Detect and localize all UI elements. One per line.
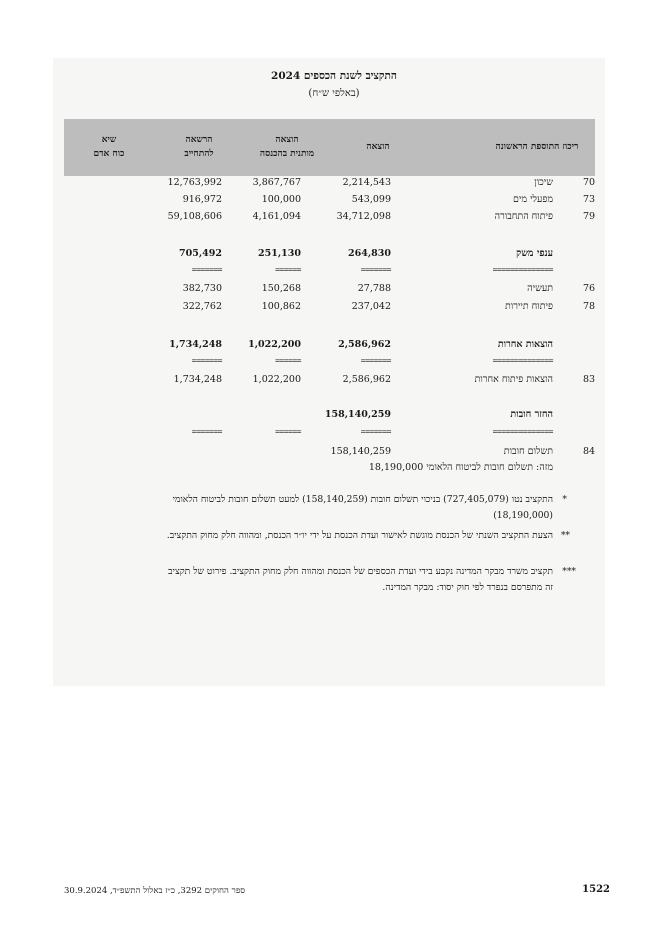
cell-conditional: 150,268 [261,283,301,294]
row-name: שיכון [534,177,553,188]
section-expense: 158,140,259 [324,409,391,420]
page-title: התקציב לשנת הכספים 2024 [271,70,397,82]
sub-note: מזה: תשלום חובות לביטוח הלאומי 18,190,000 [368,462,553,473]
section-title: ענפי משק [516,248,553,259]
row-name: תשלום חובות [503,446,553,457]
separator: ======= [360,427,391,436]
col-header-staff: שיא כוח אדם [93,135,125,159]
note-3-line-2: זה מתפרסם בנפרד לפי חוק יסוד: מבקר המדינה. [382,582,553,593]
separator: ============== [492,265,553,274]
cell-expense: 34,712,098 [336,211,391,222]
row-code: 73 [583,194,596,205]
section-title: החזר חובות [510,409,553,420]
section-expense: 2,586,962 [338,339,391,350]
row-name: מפעלי מים [513,194,553,205]
note-3-line-1: תקציב משרד מבקר המדינה נקבע בידי ועדת הכספים של הכנסת ומהווה חלק מחוק התקציב. פירוט של תקציב [168,566,553,577]
note-1-line-2: (18,190,000) [493,510,553,521]
separator: ======= [191,265,222,274]
note-1-mark: * [562,494,567,505]
col-header-commitment: הרשאה להתחייב [184,135,214,159]
separator: ====== [275,265,301,274]
separator: ============== [492,427,553,436]
col-header-expense: הוצאה [366,142,390,152]
row-name: פיתוח התחבורה [494,211,553,222]
row-code: 70 [583,177,596,188]
cell-expense: 2,214,543 [342,177,391,188]
separator: ======= [191,427,222,436]
note-2-mark: ** [560,530,570,541]
cell-commitment: 916,972 [182,194,222,205]
note-3-mark: *** [562,566,576,577]
section-expense: 264,830 [348,248,391,259]
cell-conditional: 1,022,200 [252,374,301,385]
row-name: הוצאות פיתוח אחרות [474,374,553,385]
cell-conditional: 100,000 [261,194,301,205]
section-title: הוצאות אחרות [497,339,553,350]
separator: ====== [275,356,301,365]
row-code: 79 [583,211,596,222]
cell-commitment: 59,108,606 [167,211,222,222]
cell-expense: 2,586,962 [342,374,391,385]
separator: ======= [360,356,391,365]
row-code: 76 [583,283,596,294]
cell-conditional: 4,161,094 [252,211,301,222]
page-subtitle: (באלפי ש״ח) [308,88,360,99]
cell-commitment: 382,730 [182,283,222,294]
separator: ======= [360,265,391,274]
cell-commitment: 1,734,248 [173,374,222,385]
cell-expense: 543,099 [351,194,391,205]
separator: ============== [492,356,553,365]
section-commitment: 705,492 [179,248,222,259]
section-conditional: 251,130 [258,248,301,259]
row-name: תעשיה [527,283,553,294]
cell-expense: 158,140,259 [330,446,391,457]
note-1-line-1: התקציב נטו (727,405,079) בניכוי תשלום חובות (158,140,259) למעט תשלום חובות לביטוח הלאומי [172,494,553,505]
cell-commitment: 12,763,992 [167,177,222,188]
col-header-conditional: הוצאה מותנית בהכנסה [259,135,315,159]
section-commitment: 1,734,248 [169,339,222,350]
cell-conditional: 3,867,767 [252,177,301,188]
page-number: 1522 [582,884,610,895]
row-code: 83 [583,374,596,385]
publication-line: ספר החוקים 3292, כ״ז באלול התשפ״ד, 30.9.2024 [64,886,246,896]
table-header [64,119,595,176]
cell-conditional: 100,862 [261,301,301,312]
col-header-name: ריכוז התוספת הראשונה [495,142,579,152]
note-2-line-1: הצעת התקציב השנתי של הכנסת מוגשת לאישור ועדת הכנסת על ידי יו״ר הכנסת, ומהווה חלק מחוק התקציב. [166,530,553,541]
cell-expense: 27,788 [357,283,391,294]
separator: ====== [275,427,301,436]
separator: ======= [191,356,222,365]
cell-expense: 237,042 [351,301,391,312]
cell-commitment: 322,762 [182,301,222,312]
row-name: פיתוח תיירות [504,301,553,312]
row-code: 78 [583,301,596,312]
section-conditional: 1,022,200 [248,339,301,350]
row-code: 84 [583,446,596,457]
